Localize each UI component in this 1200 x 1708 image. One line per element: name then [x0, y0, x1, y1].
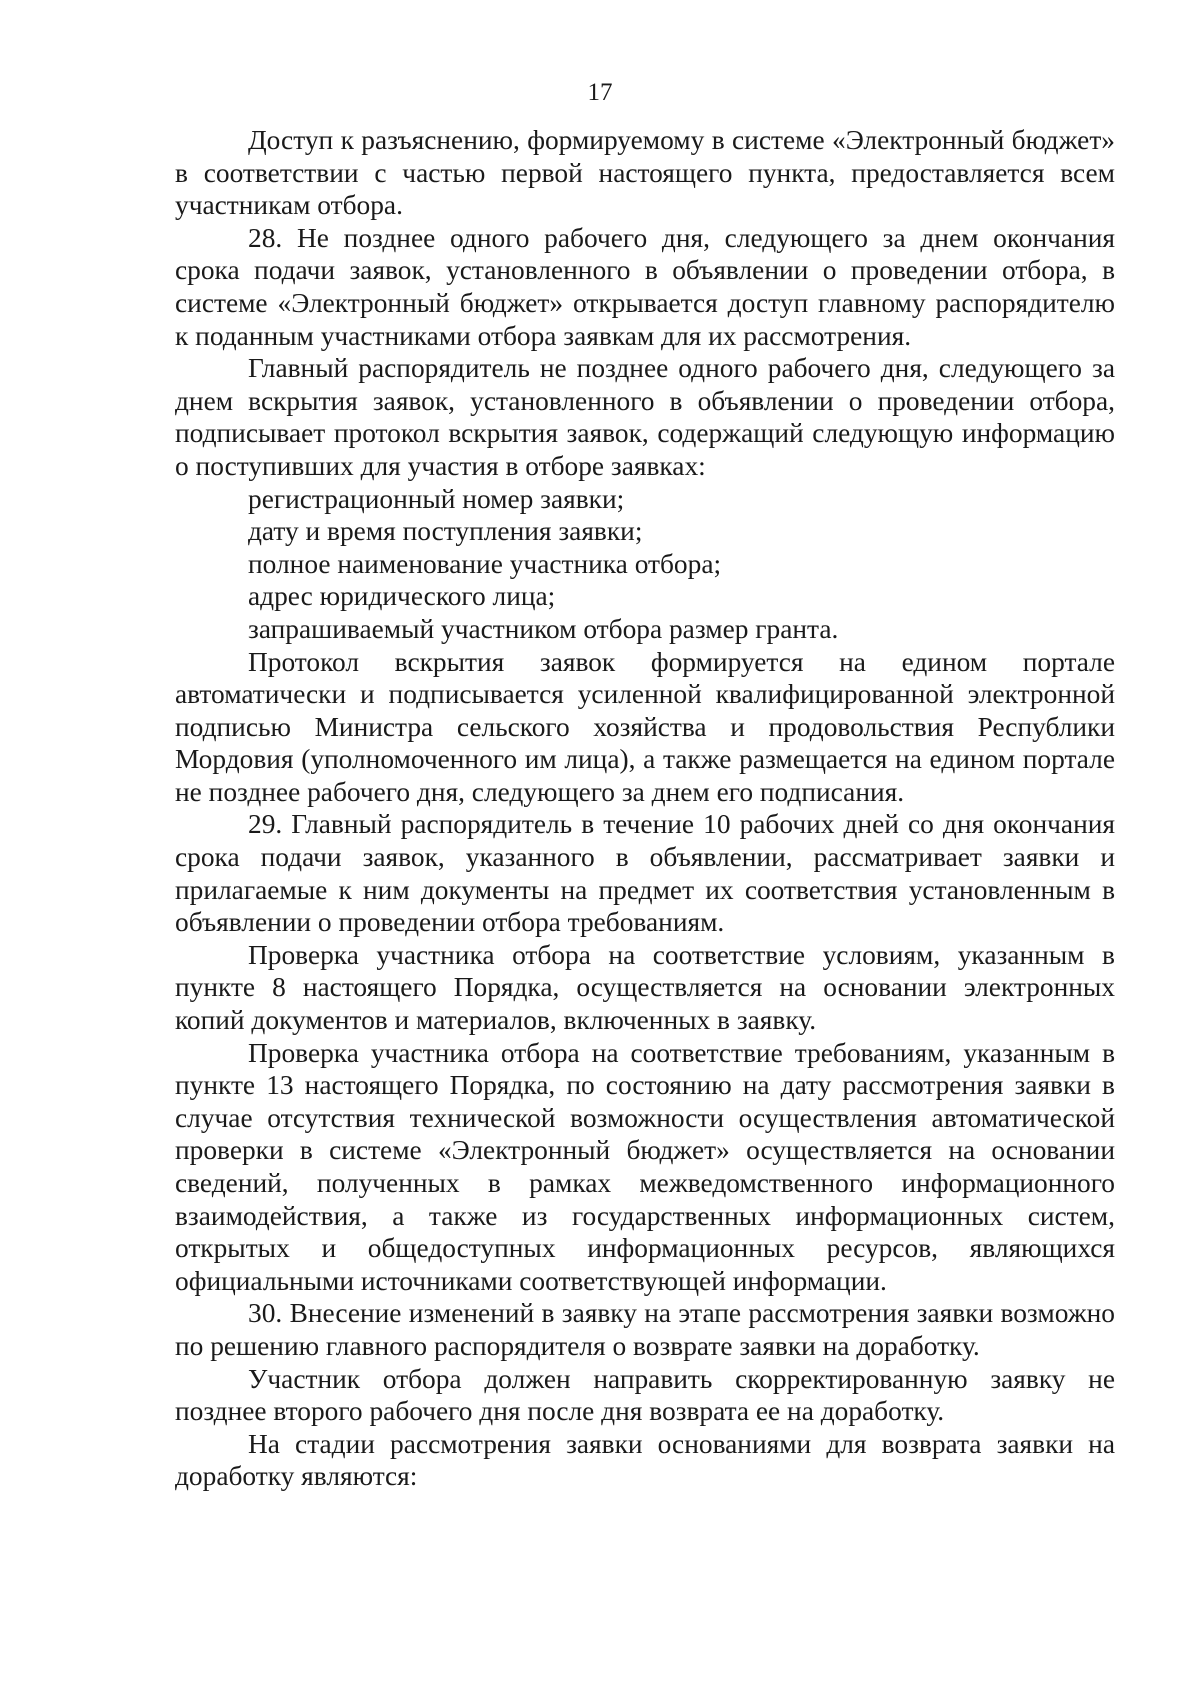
- document-body: [175, 124, 1115, 1493]
- list-item-grant-size: запрашиваемый участником отбора размер гранта.: [248, 613, 839, 644]
- paragraph-item-28: 28. Не позднее одного рабочего дня, следующего за днем окончания срока подачи заявок, установленного в объявлении о проведении отбора, в системе «Электронный бюджет» открывается доступ главному распорядителю к поданным участниками отбора заявкам для их рассмотрения.: [175, 222, 1115, 351]
- list-item-registration-number: регистрационный номер заявки;: [248, 483, 625, 514]
- paragraph-opening-protocol: Главный распорядитель не позднее одного рабочего дня, следующего за днем вскрытия заявок, установленного в объявлении о проведении отбора, подписывает протокол вскрытия заявок, содержащий следующую информацию о поступивших для участия в отборе заявках:: [175, 353, 1115, 481]
- paragraph-check-requirements: Проверка участника отбора на соответствие требованиям, указанным в пункте 13 настоящего Порядка, по состоянию на дату рассмотрения заявки в случае отсутствия технической возможности осуществления автоматической проверки в системе «Электронный бюджет» осуществляется на основании сведений, полученных в рамках межведомственного информационного взаимодействия, а также из государственных информационных систем, открытых и общедоступных информационных ресурсов, являющихся официальными источниками соответствующей информации.: [175, 1037, 1115, 1296]
- page-number: 17: [587, 79, 613, 106]
- list-item-date-time: дату и время поступления заявки;: [248, 516, 643, 547]
- list-item-full-name: полное наименование участника отбора;: [248, 548, 722, 579]
- paragraph-item-29: 29. Главный распорядитель в течение 10 рабочих дней со дня окончания срока подачи заявок, указанного в объявлении, рассматривает заявки и прилагаемые к ним документы на предмет их соответствия установленным в объявлении о проведении отбора требованиям.: [175, 809, 1115, 938]
- paragraph-protocol-signing: Протокол вскрытия заявок формируется на едином портале автоматически и подписывается усиленной квалифицированной электронной подписью Министра сельского хозяйства и продовольствия Республики Мордовия (уполномоченного им лица), а также размещается на едином портале не позднее рабочего дня, следующего за днем его подписания.: [175, 646, 1115, 807]
- list-item-legal-address: адрес юридического лица;: [248, 581, 556, 612]
- paragraph-return-grounds: На стадии рассмотрения заявки основаниями для возврата заявки на доработку являются:: [175, 1428, 1115, 1492]
- paragraph-check-conditions: Проверка участника отбора на соответствие условиям, указанным в пункте 8 настоящего Порядка, осуществляется на основании электронных копий документов и материалов, включенных в заявку.: [175, 939, 1115, 1036]
- paragraph-resubmission: Участник отбора должен направить скорректированную заявку не позднее второго рабочего дня после дня возврата ее на доработку.: [175, 1363, 1115, 1427]
- paragraph-item-30: 30. Внесение изменений в заявку на этапе рассмотрения заявки возможно по решению главного распорядителя о возврате заявки на доработку.: [175, 1298, 1115, 1361]
- paragraph-access-clarification: Доступ к разъяснению, формируемому в системе «Электронный бюджет» в соответствии с частью первой настоящего пункта, предоставляется всем участникам отбора.: [175, 125, 1115, 221]
